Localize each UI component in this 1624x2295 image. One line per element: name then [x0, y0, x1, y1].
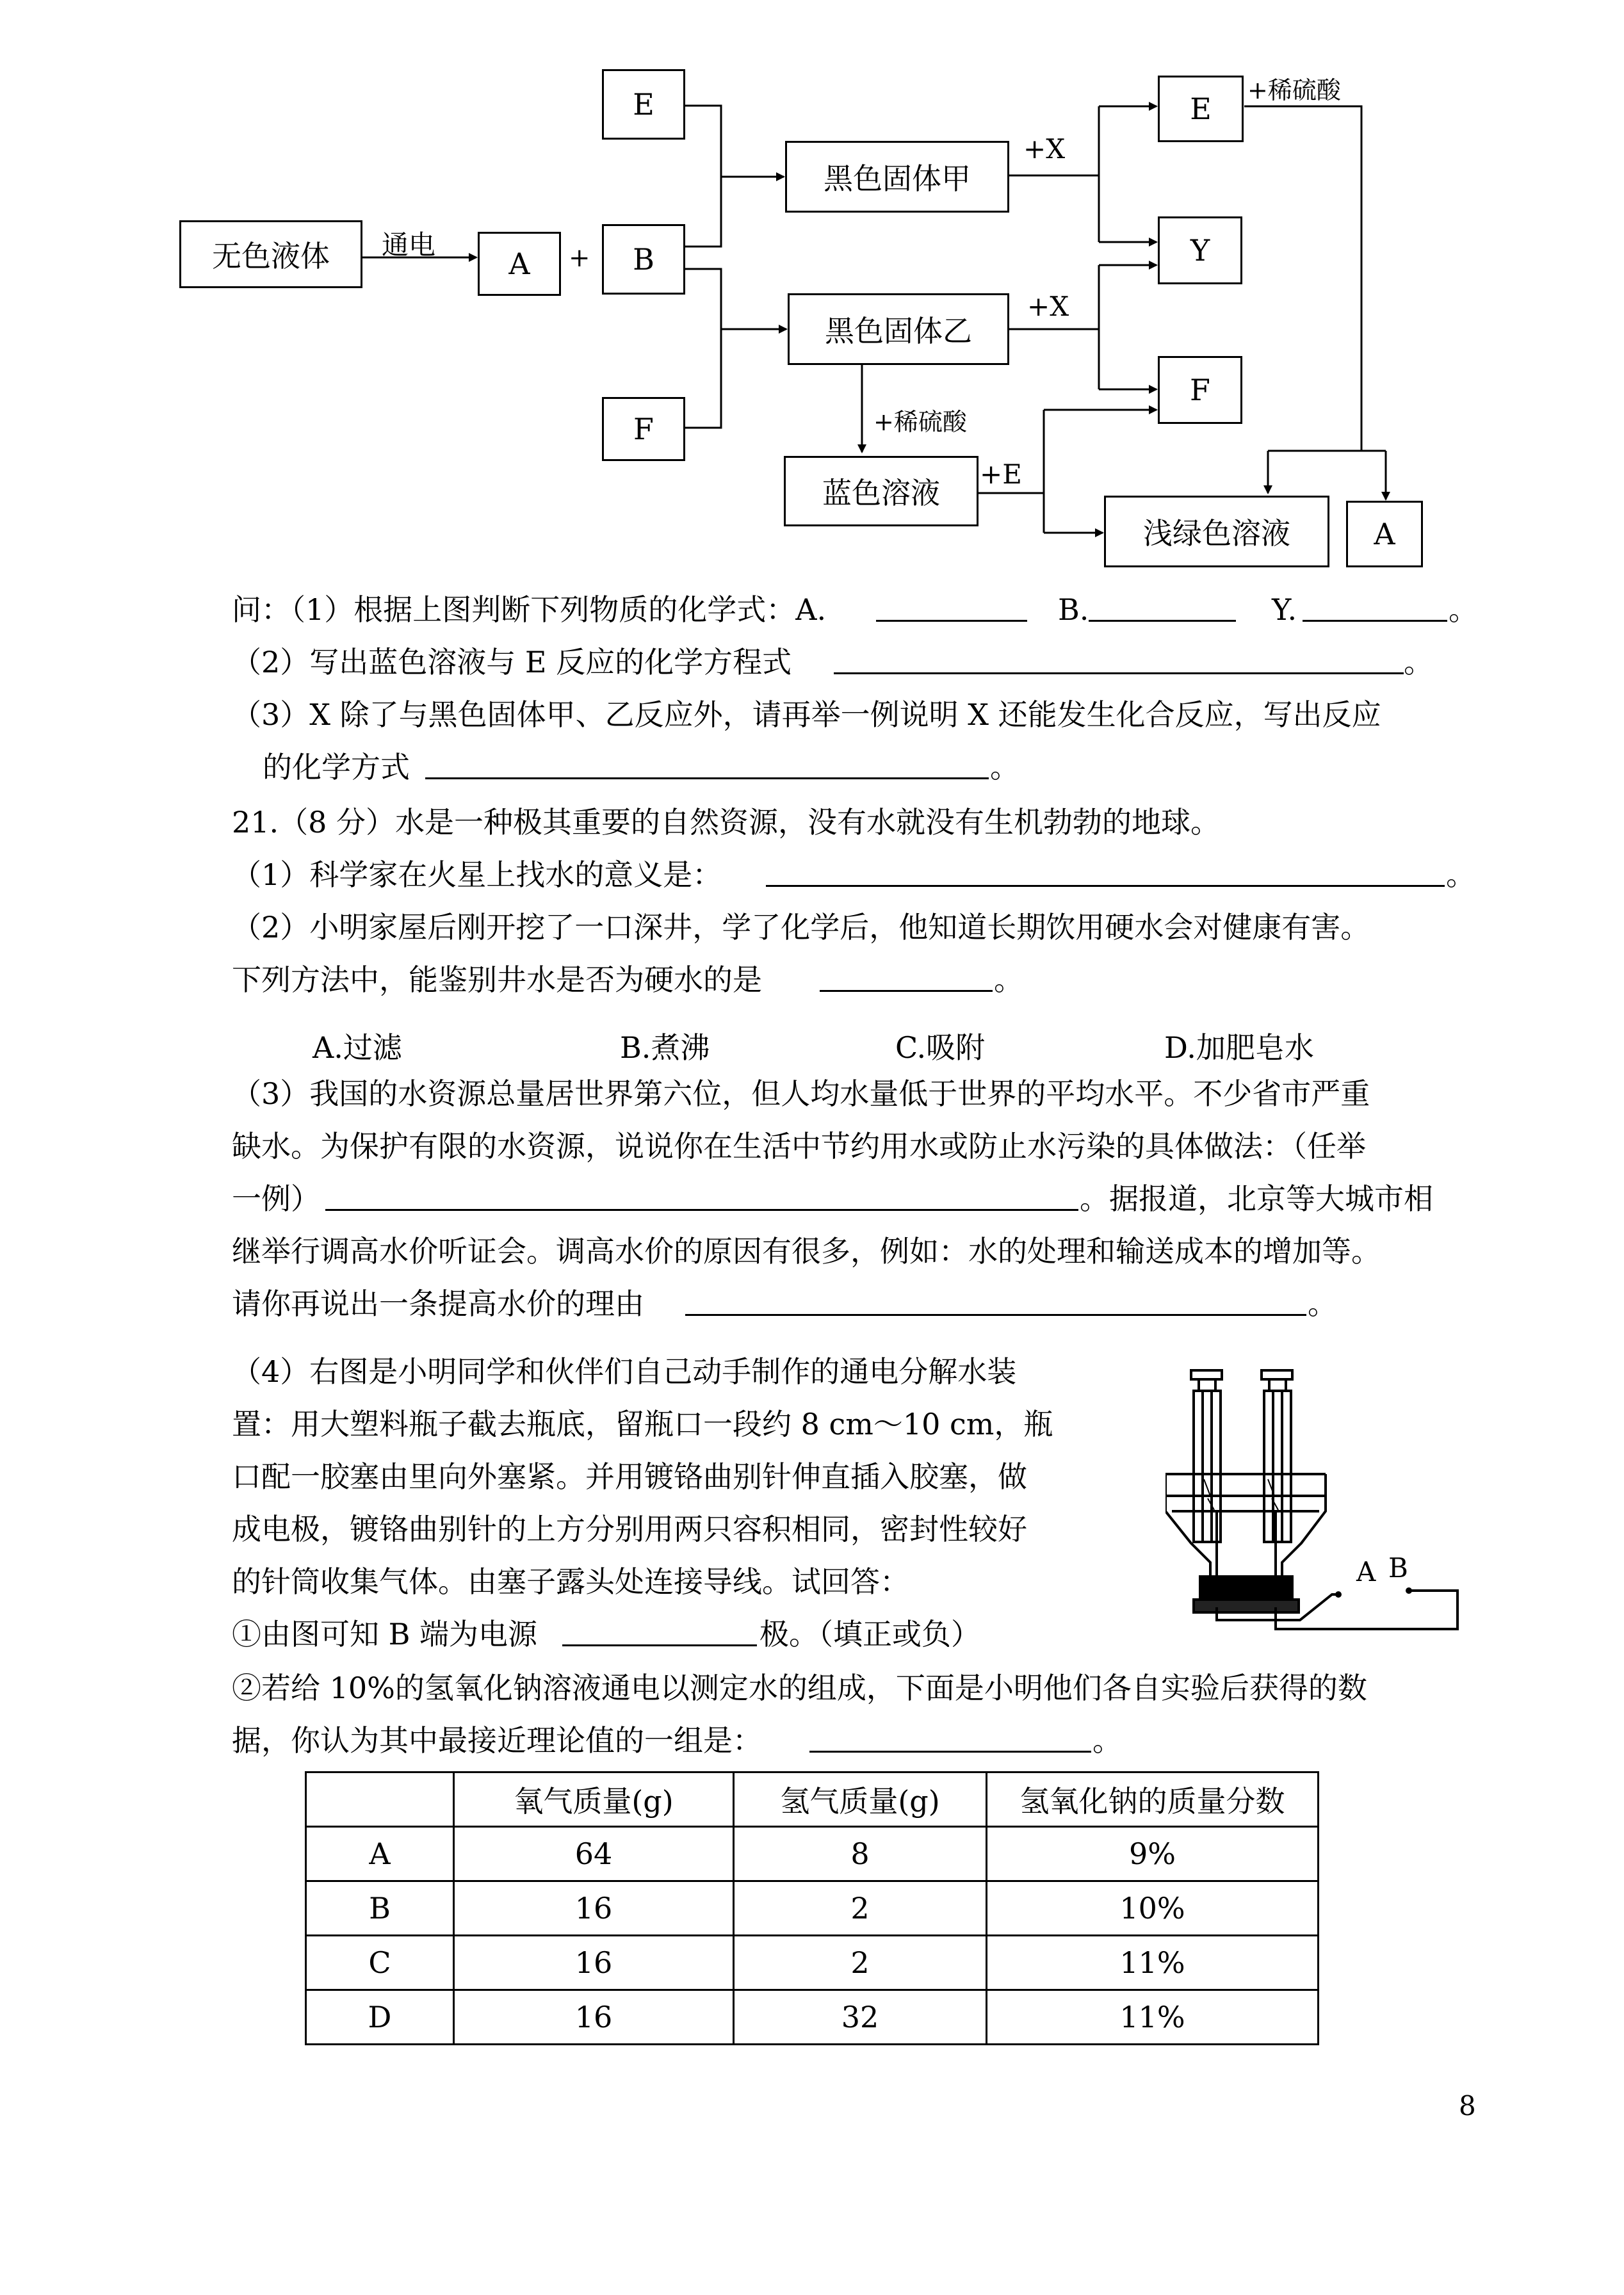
q20-part1-y: Y. [1272, 592, 1297, 627]
label-plus-x-1: +X [1023, 133, 1066, 165]
line-e-acid-down [1244, 106, 1361, 451]
answer-blank-y[interactable] [1303, 590, 1447, 622]
q21-part4-sub2-text1: ②若给 10%的氢氧化钠溶液通电以测定水的组成，下面是小明他们各自实验后获得的数 [232, 1671, 1367, 1705]
q20-part1-text: 问：（1）根据上图判断下列物质的化学式：A. [232, 592, 827, 627]
q21-part3-text3a: 一例） [232, 1181, 320, 1216]
box-f-right: F [1158, 356, 1242, 424]
label-plus-dilute-acid-1: +稀硫酸 [1247, 76, 1341, 104]
box-f-left: F [602, 397, 685, 461]
label-plus-x-2: +X [1027, 291, 1069, 322]
q20-part3-text: （3）X 除了与黑色固体甲、乙反应外，请再举一例说明 X 还能发生化合反应，写出反应 [232, 697, 1381, 732]
table-cell: 9% [987, 1827, 1319, 1881]
box-e-top: E [602, 69, 685, 140]
box-e-right: E [1158, 76, 1244, 142]
table-cell: D [306, 1990, 454, 2045]
table-row [306, 1990, 1319, 2045]
table-header-row [306, 1772, 1319, 1827]
table-cell: 2 [734, 1936, 987, 1990]
q21-title-text: 21.（8 分）水是一种极其重要的自然资源，没有水就没有生机勃勃的地球。 [232, 805, 1221, 839]
answer-blank-b[interactable] [1089, 590, 1236, 622]
table-cell: 64 [454, 1827, 734, 1881]
q21-part3-end: 。 [1308, 1286, 1337, 1321]
table-cell: B [306, 1881, 454, 1936]
box-a: A [478, 232, 561, 296]
electrolysis-apparatus-figure [1165, 1351, 1460, 1633]
q20-part3-text2: 的化学方式 [263, 750, 410, 784]
q21-part4-sub1-text: ①由图可知 B 端为电源 [232, 1617, 538, 1651]
q21-part4-text5: 的针筒收集气体。由塞子露头处连接导线。试回答： [232, 1564, 909, 1599]
box-colorless-liquid: 无色液体 [179, 220, 362, 288]
q21-part4-text1: （4）右图是小明同学和伙伴们自己动手制作的通电分解水装 [232, 1354, 1017, 1389]
table-cell: 11% [987, 1936, 1319, 1990]
q21-part4-sub1-end: 极。（填正或负） [759, 1617, 980, 1651]
answer-blank-closest-group[interactable] [809, 1721, 1091, 1753]
option-b[interactable]: B.煮沸 [620, 1030, 710, 1065]
q21-part4-sub2-text2: 据，你认为其中最接近理论值的一组是： [232, 1723, 762, 1758]
q21-part1-text: （1）科学家在火星上找水的意义是： [232, 857, 722, 892]
answer-blank-mars-water[interactable] [766, 856, 1445, 887]
q21-part3-text2: 缺水。为保护有限的水资源，说说你在生活中节约用水或防止水污染的具体做法：（任举 [232, 1129, 1366, 1164]
q21-part3-text5: 请你再说出一条提高水价的理由 [232, 1286, 644, 1321]
q21-part3-text4: 继举行调高水价听证会。调高水价的原因有很多，例如：水的处理和输送成本的增加等。 [232, 1234, 1381, 1269]
table-cell: 11% [987, 1990, 1319, 2045]
option-d[interactable]: D.加肥皂水 [1164, 1030, 1314, 1065]
q20-part3-end: 。 [990, 750, 1019, 784]
answer-blank-hard-water[interactable] [820, 961, 993, 992]
label-plus: + [569, 243, 590, 273]
box-black-solid-yi: 黑色固体乙 [788, 293, 1009, 365]
page-number: 8 [1459, 2090, 1476, 2121]
table-header-cell: 氢氧化钠的质量分数 [987, 1772, 1319, 1827]
box-black-solid-jia: 黑色固体甲 [785, 141, 1009, 213]
answer-blank-equation[interactable] [834, 643, 1404, 674]
table-cell: 16 [454, 1936, 734, 1990]
answer-blank-electrode[interactable] [562, 1615, 757, 1646]
q21-part3-text3b: 。据报道，北京等大城市相 [1080, 1181, 1433, 1216]
table-row [306, 1936, 1319, 1990]
answer-blank-water-price[interactable] [685, 1285, 1306, 1316]
box-b: B [602, 224, 685, 295]
table-row [306, 1881, 1319, 1936]
table-cell: C [306, 1936, 454, 1990]
label-plus-e: +E [980, 458, 1022, 490]
table-row [306, 1827, 1319, 1881]
table-header-cell: 氢气质量(g) [734, 1772, 987, 1827]
q21-part3-text1: （3）我国的水资源总量居世界第六位，但人均水量低于世界的平均水平。不少省市严重 [232, 1076, 1370, 1111]
apparatus-label-a: A [1356, 1556, 1376, 1587]
q21-part2-text: （2）小明家屋后刚开挖了一口深井，学了化学后，他知道长期饮用硬水会对健康有害。 [232, 910, 1370, 945]
box-light-green-solution: 浅绿色溶液 [1104, 496, 1329, 567]
table-header-cell [306, 1772, 454, 1827]
answer-blank-combination[interactable] [425, 748, 989, 779]
option-a[interactable]: A.过滤 [313, 1030, 402, 1065]
label-plus-dilute-acid-2: +稀硫酸 [873, 408, 967, 436]
q21-part4-text2: 置：用大塑料瓶子截去瓶底，留瓶口一段约 8 cm～10 cm，瓶 [232, 1407, 1053, 1441]
apparatus-label-b: B [1388, 1552, 1408, 1584]
table-cell: 8 [734, 1827, 987, 1881]
q21-part4-sub2-end: 。 [1092, 1723, 1122, 1758]
option-c[interactable]: C.吸附 [895, 1030, 986, 1065]
box-y: Y [1158, 216, 1242, 284]
table-cell: 32 [734, 1990, 987, 2045]
table-cell: 10% [987, 1881, 1319, 1936]
data-table [305, 1771, 1319, 2045]
q20-part1-end: 。 [1449, 592, 1478, 627]
connector-e-b-jia [685, 106, 721, 247]
table-cell: A [306, 1827, 454, 1881]
q21-part1-end: 。 [1446, 857, 1475, 892]
q20-part1-b: B. [1058, 592, 1089, 627]
q21-part4-text3: 口配一胶塞由里向外塞紧。并用镀铬曲别针伸直插入胶塞，做 [232, 1459, 1027, 1494]
table-cell: 16 [454, 1881, 734, 1936]
label-electrolysis: 通电 [382, 229, 436, 261]
answer-blank-save-water[interactable] [325, 1180, 1078, 1211]
table-header-cell: 氧气质量(g) [454, 1772, 734, 1827]
box-a-right: A [1346, 501, 1423, 567]
table-cell: 16 [454, 1990, 734, 2045]
q21-part4-text4: 成电极，镀铬曲别针的上方分别用两只容积相同，密封性较好 [232, 1512, 1027, 1546]
table-cell: 2 [734, 1881, 987, 1936]
answer-blank-a[interactable] [876, 590, 1027, 622]
q21-part2-end: 。 [994, 962, 1023, 997]
q20-part2-text: （2）写出蓝色溶液与 E 反应的化学方程式 [232, 645, 792, 679]
connector-b-f-yi [685, 269, 721, 428]
q21-part2-text2: 下列方法中，能鉴别井水是否为硬水的是 [232, 962, 762, 997]
box-blue-solution: 蓝色溶液 [784, 456, 978, 526]
q20-part2-end: 。 [1404, 645, 1433, 679]
